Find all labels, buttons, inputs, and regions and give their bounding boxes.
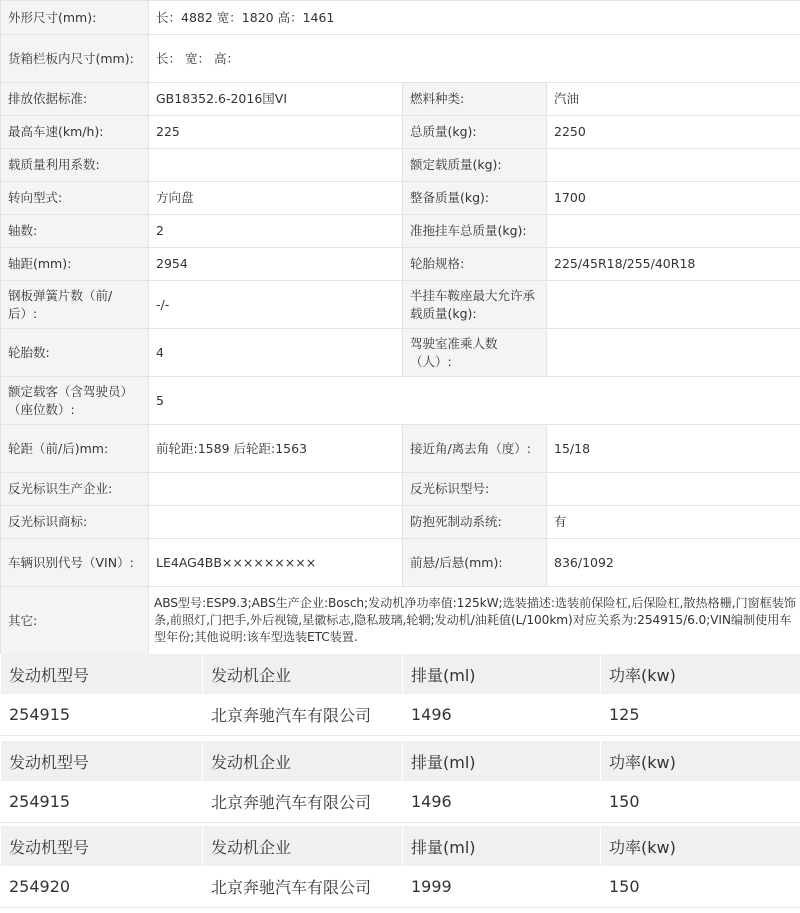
max-speed-label: 最高车速(km/h): <box>1 116 149 149</box>
total-mass-label: 总质量(kg): <box>403 116 547 149</box>
engine-table-header <box>1 654 800 694</box>
spec-row-load-util <box>1 149 800 182</box>
engine-maker-header: 发动机企业 <box>203 654 403 694</box>
cab-passengers-label: 驾驶室准乘人数（人）: <box>403 329 547 377</box>
engine-displacement: 1496 <box>403 781 601 822</box>
curb-mass-label: 整备质量(kg): <box>403 182 547 215</box>
fuel-value: 汽油 <box>547 83 800 116</box>
saddle-value <box>547 281 800 329</box>
engine-power: 150 <box>601 866 800 907</box>
engine-maker: 北京奔驰汽车有限公司 <box>203 781 403 822</box>
max-speed-value: 225 <box>149 116 403 149</box>
wheelbase-value: 2954 <box>149 248 403 281</box>
spec-row-reflector-maker <box>1 473 800 506</box>
engine-model: 254920 <box>1 866 203 907</box>
spec-row-vin <box>1 539 800 587</box>
reflector-model-label: 反光标识型号: <box>403 473 547 506</box>
engine-table-3 <box>0 826 800 908</box>
rated-load-value <box>547 149 800 182</box>
axles-label: 轴数: <box>1 215 149 248</box>
spec-row-track <box>1 425 800 473</box>
tires-value: 4 <box>149 329 403 377</box>
vin-label: 车辆识别代号（VIN）: <box>1 539 149 587</box>
engine-table-header <box>1 741 800 781</box>
engine-table-1 <box>0 654 800 736</box>
steering-label: 转向型式: <box>1 182 149 215</box>
engine-table-row <box>1 866 800 907</box>
vin-value: LE4AG4BB××××××××× <box>149 539 403 587</box>
engine-displacement-header: 排量(ml) <box>403 741 601 781</box>
engine-displacement: 1999 <box>403 866 601 907</box>
engine-model: 254915 <box>1 781 203 822</box>
engine-table-row <box>1 781 800 822</box>
seats-label: 额定载客（含驾驶员）（座位数）: <box>1 377 149 425</box>
engine-model: 254915 <box>1 694 203 735</box>
reflector-maker-label: 反光标识生产企业: <box>1 473 149 506</box>
dimensions-value: 长：4882 宽：1820 高：1461 <box>149 1 800 35</box>
spec-row-reflector-brand <box>1 506 800 539</box>
steering-value: 方向盘 <box>149 182 403 215</box>
spec-row-tires <box>1 329 800 377</box>
engine-model-header: 发动机型号 <box>1 741 203 781</box>
reflector-model-value <box>547 473 800 506</box>
spec-row-other <box>1 587 800 655</box>
engine-power: 125 <box>601 694 800 735</box>
trailer-mass-value <box>547 215 800 248</box>
spec-row-dimensions <box>1 1 800 35</box>
spec-row-seats <box>1 377 800 425</box>
engine-power-header: 功率(kw) <box>601 826 800 866</box>
overhang-label: 前悬/后悬(mm): <box>403 539 547 587</box>
angle-value: 15/18 <box>547 425 800 473</box>
engine-table-row <box>1 694 800 735</box>
spec-row-max-speed <box>1 116 800 149</box>
cargo-label: 货箱栏板内尺寸(mm): <box>1 35 149 83</box>
axles-value: 2 <box>149 215 403 248</box>
engine-power-header: 功率(kw) <box>601 741 800 781</box>
load-util-label: 载质量利用系数: <box>1 149 149 182</box>
engine-maker-header: 发动机企业 <box>203 741 403 781</box>
engine-displacement-header: 排量(ml) <box>403 826 601 866</box>
reflector-brand-value <box>149 506 403 539</box>
tires-label: 轮胎数: <box>1 329 149 377</box>
engine-table-2 <box>0 741 800 823</box>
engine-table-header <box>1 826 800 866</box>
cargo-value: 长： 宽： 高： <box>149 35 800 83</box>
fuel-label: 燃料种类: <box>403 83 547 116</box>
emission-label: 排放依据标准: <box>1 83 149 116</box>
spec-row-wheelbase <box>1 248 800 281</box>
emission-value: GB18352.6-2016国VI <box>149 83 403 116</box>
spec-row-leaf-spring <box>1 281 800 329</box>
engine-displacement-header: 排量(ml) <box>403 654 601 694</box>
engine-maker: 北京奔驰汽车有限公司 <box>203 866 403 907</box>
abs-value: 有 <box>547 506 800 539</box>
other-value: ABS型号:ESP9.3;ABS生产企业:Bosch;发动机净功率值:125kW;选装描述:选装前保险杠,后保险杠,散热格栅,门窗框装饰条,前照灯,门把手,外后视镜,星徽标志,隐私玻璃,轮辋;发动机/油耗值(L/100km)对应关系为:254915/6.0;VIN编制使用车型年份;其他说明:该车型选装ETC装置. <box>149 587 800 655</box>
overhang-value: 836/1092 <box>547 539 800 587</box>
spec-row-steering <box>1 182 800 215</box>
other-label: 其它: <box>1 587 149 655</box>
cab-passengers-value <box>547 329 800 377</box>
leaf-spring-label: 钢板弹簧片数（前/后）: <box>1 281 149 329</box>
curb-mass-value: 1700 <box>547 182 800 215</box>
spec-row-cargo <box>1 35 800 83</box>
spec-row-axles <box>1 215 800 248</box>
reflector-maker-value <box>149 473 403 506</box>
engine-maker: 北京奔驰汽车有限公司 <box>203 694 403 735</box>
engine-model-header: 发动机型号 <box>1 654 203 694</box>
trailer-mass-label: 准拖挂车总质量(kg): <box>403 215 547 248</box>
rated-load-label: 额定载质量(kg): <box>403 149 547 182</box>
total-mass-value: 2250 <box>547 116 800 149</box>
reflector-brand-label: 反光标识商标: <box>1 506 149 539</box>
engine-power: 150 <box>601 781 800 822</box>
angle-label: 接近角/离去角（度）: <box>403 425 547 473</box>
load-util-value <box>149 149 403 182</box>
spec-row-emission <box>1 83 800 116</box>
track-label: 轮距（前/后)mm: <box>1 425 149 473</box>
abs-label: 防抱死制动系统: <box>403 506 547 539</box>
tire-spec-value: 225/45R18/255/40R18 <box>547 248 800 281</box>
engine-model-header: 发动机型号 <box>1 826 203 866</box>
track-value: 前轮距:1589 后轮距:1563 <box>149 425 403 473</box>
tire-spec-label: 轮胎规格: <box>403 248 547 281</box>
engine-maker-header: 发动机企业 <box>203 826 403 866</box>
engine-displacement: 1496 <box>403 694 601 735</box>
engine-power-header: 功率(kw) <box>601 654 800 694</box>
saddle-label: 半挂车鞍座最大允许承载质量(kg): <box>403 281 547 329</box>
leaf-spring-value: -/- <box>149 281 403 329</box>
wheelbase-label: 轴距(mm): <box>1 248 149 281</box>
dimensions-label: 外形尺寸(mm): <box>1 1 149 35</box>
seats-value: 5 <box>149 377 800 425</box>
